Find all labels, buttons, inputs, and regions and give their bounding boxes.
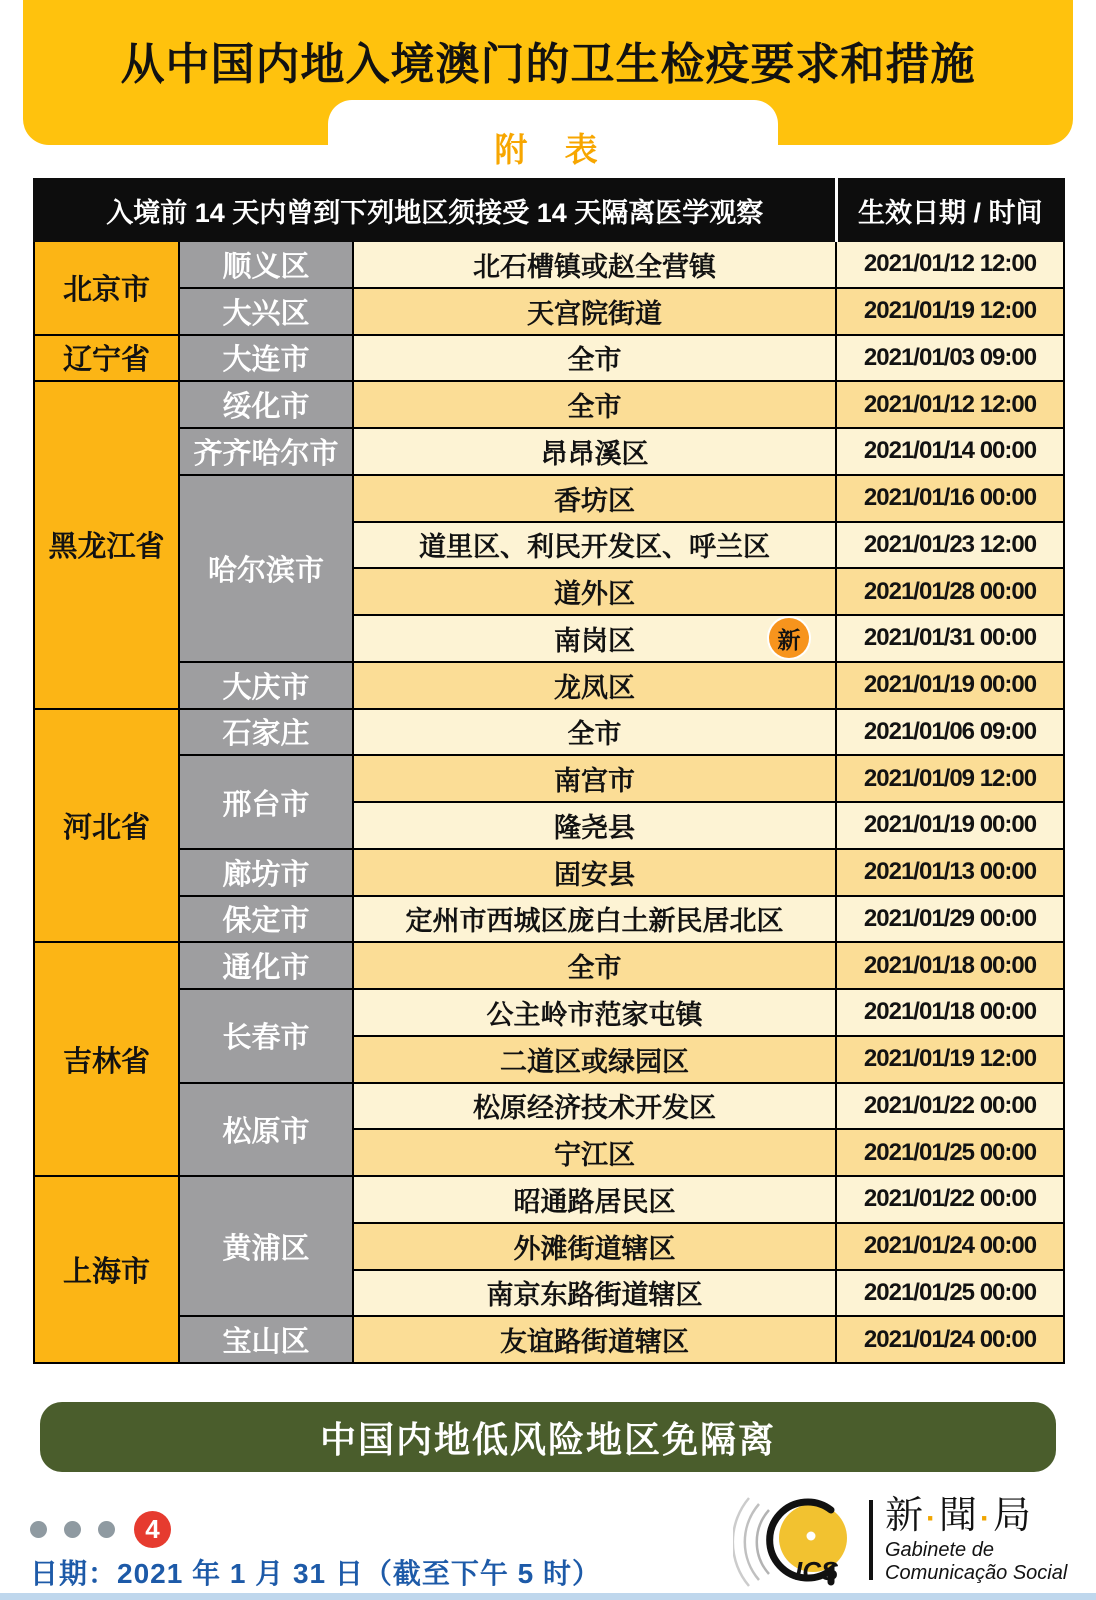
page-title: 从中国内地入境澳门的卫生检疫要求和措施 xyxy=(120,40,976,89)
date-cell: 2021/01/19 12:00 xyxy=(836,1036,1064,1083)
table-row xyxy=(34,381,1064,428)
city-cell: 邢台市 xyxy=(179,755,353,849)
table-row xyxy=(34,428,1064,475)
area-label: 隆尧县 xyxy=(554,812,635,843)
quarantine-table-body xyxy=(34,241,1064,1363)
date-cell: 2021/01/19 12:00 xyxy=(836,288,1064,335)
city-cell: 宝山区 xyxy=(179,1316,353,1363)
province-cell: 吉林省 xyxy=(34,942,179,1176)
page-dot xyxy=(30,1521,47,1538)
city-cell: 通化市 xyxy=(179,942,353,989)
area-label: 二道区或绿园区 xyxy=(500,1046,689,1077)
area-label: 天宫院街道 xyxy=(527,298,662,329)
area-label: 香坊区 xyxy=(554,485,635,516)
area-label: 道里区、利民开发区、呼兰区 xyxy=(419,532,770,563)
table-row xyxy=(34,288,1064,335)
area-label: 全市 xyxy=(567,345,622,376)
area-label: 北石槽镇或赵全营镇 xyxy=(473,251,716,282)
date-cell: 2021/01/22 00:00 xyxy=(836,1176,1064,1223)
area-cell xyxy=(353,288,836,335)
city-cell: 黄浦区 xyxy=(179,1176,353,1316)
city-cell: 大连市 xyxy=(179,335,353,382)
area-cell xyxy=(353,849,836,896)
table-row xyxy=(34,1316,1064,1363)
date-cell: 2021/01/29 00:00 xyxy=(836,896,1064,943)
area-cell xyxy=(353,755,836,802)
area-cell xyxy=(353,522,836,569)
area-label: 南宫市 xyxy=(554,766,635,797)
area-cell xyxy=(353,1036,836,1083)
date-cell: 2021/01/19 00:00 xyxy=(836,802,1064,849)
area-label: 外滩街道辖区 xyxy=(513,1233,676,1264)
page-dot xyxy=(98,1521,115,1538)
table-row xyxy=(34,755,1064,802)
date-cell: 2021/01/13 00:00 xyxy=(836,849,1064,896)
city-cell: 大庆市 xyxy=(179,662,353,709)
area-cell xyxy=(353,381,836,428)
area-label: 固安县 xyxy=(554,859,635,890)
area-cell xyxy=(353,1129,836,1176)
date-cell: 2021/01/16 00:00 xyxy=(836,475,1064,522)
area-cell xyxy=(353,896,836,943)
table-row xyxy=(34,896,1064,943)
date-cell: 2021/01/25 00:00 xyxy=(836,1129,1064,1176)
province-cell: 黑龙江省 xyxy=(34,381,179,708)
area-label: 南岗区 xyxy=(554,625,635,656)
table-header-row xyxy=(34,179,1064,241)
table-header-date: 生效日期 / 时间 xyxy=(836,179,1064,241)
area-label: 龙凤区 xyxy=(554,672,635,703)
area-cell xyxy=(353,475,836,522)
gcs-logo xyxy=(733,1490,1083,1590)
date-cell: 2021/01/31 00:00 xyxy=(836,615,1064,662)
city-cell: 保定市 xyxy=(179,896,353,943)
area-cell xyxy=(353,1316,836,1363)
date-cell: 2021/01/25 00:00 xyxy=(836,1270,1064,1317)
date-cell: 2021/01/23 12:00 xyxy=(836,522,1064,569)
city-cell: 齐齐哈尔市 xyxy=(179,428,353,475)
city-cell: 绥化市 xyxy=(179,381,353,428)
city-cell: 廊坊市 xyxy=(179,849,353,896)
area-label: 昂昂溪区 xyxy=(540,438,649,469)
low-risk-banner xyxy=(40,1402,1056,1472)
footer-date: 日期：2021 年 1 月 31 日（截至下午 5 时） xyxy=(30,1558,602,1589)
area-cell xyxy=(353,335,836,382)
province-cell: 上海市 xyxy=(34,1176,179,1363)
logo-divider xyxy=(869,1500,873,1580)
city-cell: 顺义区 xyxy=(179,241,353,288)
date-cell: 2021/01/14 00:00 xyxy=(836,428,1064,475)
table-row xyxy=(34,1176,1064,1223)
appendix-tab-label: 附 表 xyxy=(494,131,612,168)
area-label: 全市 xyxy=(567,953,622,984)
page-indicator xyxy=(30,1511,171,1548)
page-number-badge: 4 xyxy=(134,1511,171,1548)
date-cell: 2021/01/18 00:00 xyxy=(836,942,1064,989)
area-cell xyxy=(353,989,836,1036)
table-row xyxy=(34,241,1064,288)
appendix-tab xyxy=(328,100,778,178)
table-row xyxy=(34,942,1064,989)
area-cell xyxy=(353,942,836,989)
table-row xyxy=(34,989,1064,1036)
quarantine-table xyxy=(33,178,1063,1364)
area-cell xyxy=(353,662,836,709)
area-cell xyxy=(353,568,836,615)
province-cell: 河北省 xyxy=(34,709,179,943)
date-cell: 2021/01/06 09:00 xyxy=(836,709,1064,756)
table-row xyxy=(34,1083,1064,1130)
date-cell: 2021/01/22 00:00 xyxy=(836,1083,1064,1130)
date-cell: 2021/01/24 00:00 xyxy=(836,1223,1064,1270)
area-label: 公主岭市范家屯镇 xyxy=(486,999,703,1030)
new-badge: 新 xyxy=(769,618,809,658)
logo-pt-line2: Comunicação Social xyxy=(885,1561,1068,1584)
area-cell xyxy=(353,241,836,288)
area-cell xyxy=(353,428,836,475)
city-cell: 大兴区 xyxy=(179,288,353,335)
area-cell xyxy=(353,1223,836,1270)
date-cell: 2021/01/03 09:00 xyxy=(836,335,1064,382)
area-label: 全市 xyxy=(567,392,622,423)
province-cell: 辽宁省 xyxy=(34,335,179,382)
area-label: 松原经济技术开发区 xyxy=(473,1093,716,1124)
area-label: 全市 xyxy=(567,719,622,750)
area-label: 宁江区 xyxy=(554,1140,635,1171)
logo-pt-line1: Gabinete de xyxy=(885,1538,994,1561)
area-label: 定州市西城区庞白土新民居北区 xyxy=(405,906,784,937)
city-cell: 松原市 xyxy=(179,1083,353,1177)
low-risk-banner-label: 中国内地低风险地区免隔离 xyxy=(319,1418,776,1460)
city-cell: 哈尔滨市 xyxy=(179,475,353,662)
date-cell: 2021/01/19 00:00 xyxy=(836,662,1064,709)
table-row xyxy=(34,662,1064,709)
page-dot xyxy=(64,1521,81,1538)
area-label: 昭通路居民区 xyxy=(513,1186,676,1217)
logo-cn-text: 新·聞·局 xyxy=(885,1494,1035,1537)
logo-ics-text: ICS xyxy=(795,1556,839,1586)
gcs-logo-mark-icon xyxy=(733,1490,865,1590)
table-row xyxy=(34,849,1064,896)
date-cell: 2021/01/18 00:00 xyxy=(836,989,1064,1036)
date-cell: 2021/01/24 00:00 xyxy=(836,1316,1064,1363)
area-cell xyxy=(353,1083,836,1130)
table-row xyxy=(34,709,1064,756)
area-cell xyxy=(353,802,836,849)
area-label: 南京东路街道辖区 xyxy=(486,1280,703,1311)
city-cell: 长春市 xyxy=(179,989,353,1083)
table-row xyxy=(34,475,1064,522)
area-cell xyxy=(353,1270,836,1317)
area-label: 道外区 xyxy=(554,579,635,610)
logo-text xyxy=(885,1496,1067,1585)
table-header-areas: 入境前 14 天内曾到下列地区须接受 14 天隔离医学观察 xyxy=(34,179,836,241)
area-cell xyxy=(353,1176,836,1223)
table-row xyxy=(34,335,1064,382)
date-cell: 2021/01/28 00:00 xyxy=(836,568,1064,615)
area-label: 友谊路街道辖区 xyxy=(500,1327,689,1358)
area-cell xyxy=(353,709,836,756)
bottom-strip xyxy=(0,1593,1096,1600)
city-cell: 石家庄 xyxy=(179,709,353,756)
date-cell: 2021/01/12 12:00 xyxy=(836,381,1064,428)
area-cell xyxy=(353,615,836,662)
province-cell: 北京市 xyxy=(34,241,179,335)
date-cell: 2021/01/12 12:00 xyxy=(836,241,1064,288)
date-cell: 2021/01/09 12:00 xyxy=(836,755,1064,802)
